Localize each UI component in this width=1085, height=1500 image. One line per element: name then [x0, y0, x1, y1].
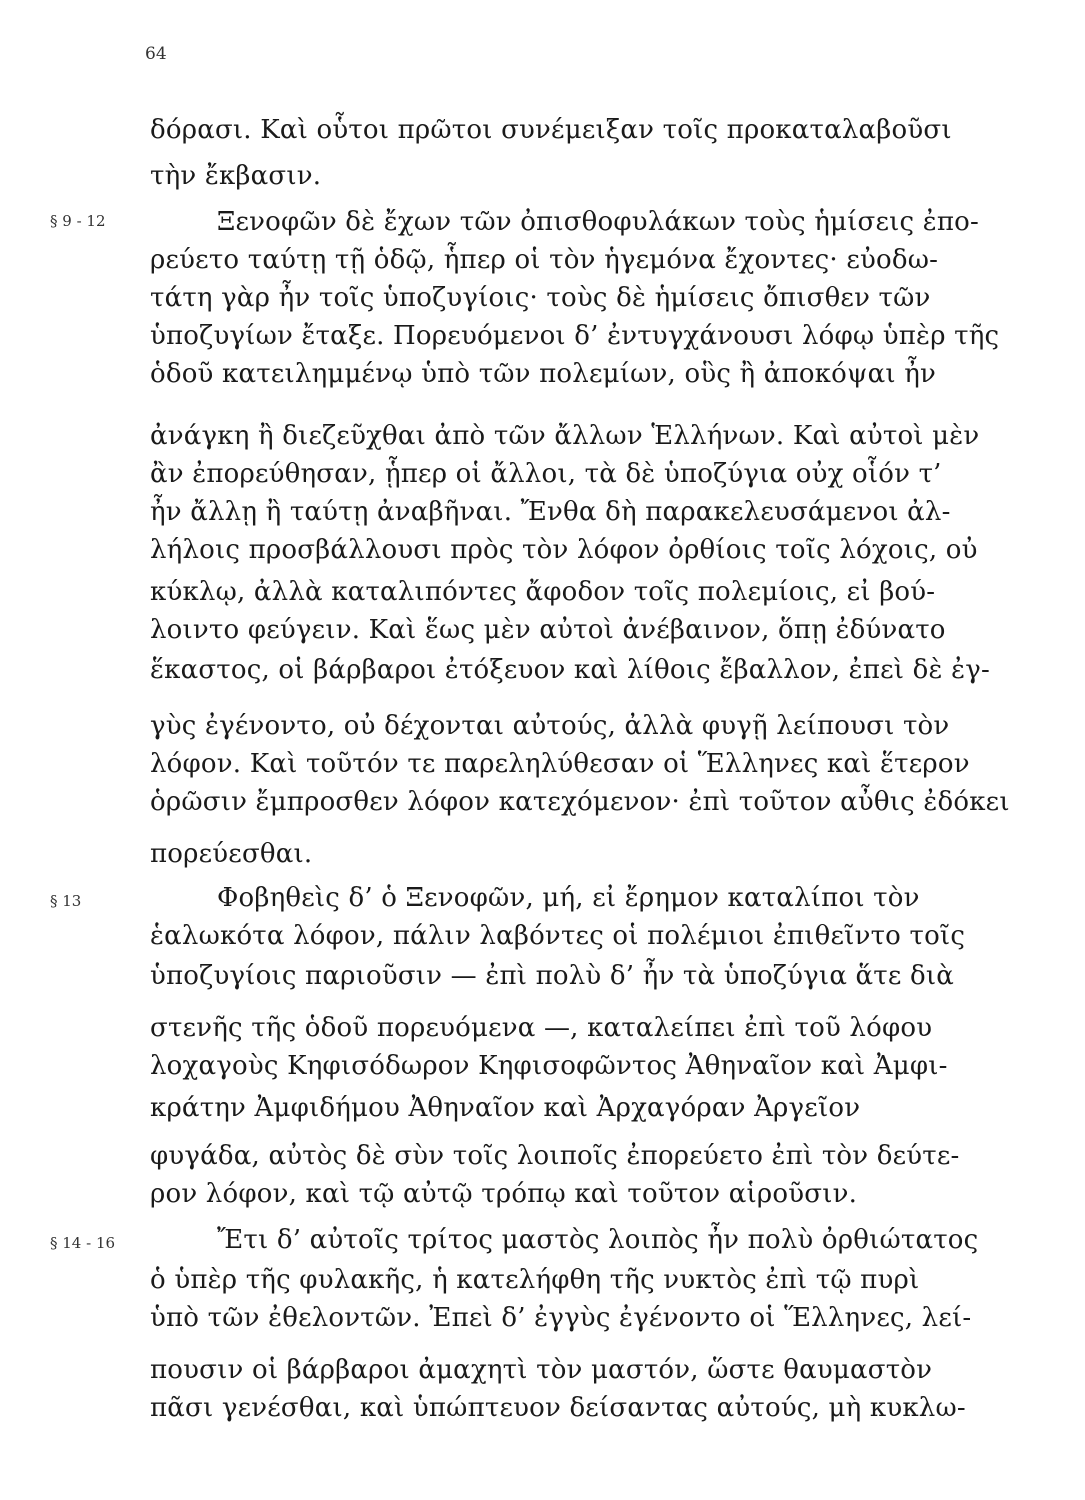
text-line: ὁ ὑπὲρ τῆς φυλακῆς, ἡ κατελήφθη τῆς νυκτὸς ἐπὶ τῷ πυρὶ — [150, 1265, 920, 1295]
text-line: λοχαγοὺς Κηφισόδωρον Κηφισοφῶντος Ἀθηναῖον καὶ Ἀμφι- — [150, 1051, 948, 1081]
text-line: δόρασι. Καὶ οὗτοι πρῶτοι συνέμειξαν τοῖς προκαταλαβοῦσι — [150, 115, 952, 145]
text-line: ἑαλωκότα λόφον, πάλιν λαβόντες οἱ πολέμιοι ἐπιθεῖντο τοῖς — [150, 921, 966, 951]
text-line: ὑποζυγίοις παριοῦσιν — ἐπὶ πολὺ δ’ ἦν τὰ ὑποζύγια ἅτε διὰ — [150, 961, 955, 991]
text-line: λόφον. Καὶ τοῦτόν τε παρεληλύθεσαν οἱ Ἕλληνες καὶ ἕτερον — [150, 749, 970, 779]
text-line: πᾶσι γενέσθαι, καὶ ὑπώπτευον δείσαντας αὐτούς, μὴ κυκλω- — [150, 1393, 966, 1423]
text-line: ἦν ἄλλῃ ἢ ταύτῃ ἀναβῆναι. Ἔνθα δὴ παρακελευσάμενοι ἀλ- — [150, 497, 951, 527]
text-line: στενῆς τῆς ὁδοῦ πορευόμενα —, καταλείπει ἐπὶ τοῦ λόφου — [150, 1013, 933, 1043]
text-line: λήλοις προσβάλλουσι πρὸς τὸν λόφον ὀρθίοις τοῖς λόχοις, οὐ — [150, 535, 978, 565]
text-line: κράτην Ἀμφιδήμου Ἀθηναῖον καὶ Ἀρχαγόραν Ἀργεῖον — [150, 1093, 861, 1123]
text-line: ὑπὸ τῶν ἐθελοντῶν. Ἐπεὶ δ’ ἐγγὺς ἐγένοντο οἱ Ἕλληνες, λεί- — [150, 1303, 972, 1333]
margin-ref-section-14-16: § 14 - 16 — [50, 1234, 116, 1252]
text-line: τάτη γὰρ ἦν τοῖς ὑποζυγίοις· τοὺς δὲ ἡμίσεις ὄπισθεν τῶν — [150, 283, 931, 313]
text-line: ρεύετο ταύτῃ τῇ ὁδῷ, ἧπερ οἱ τὸν ἡγεμόνα ἔχοντες· εὐοδω- — [150, 245, 939, 275]
text-line: λοιντο φεύγειν. Καὶ ἕως μὲν αὐτοὶ ἀνέβαινον, ὅπῃ ἐδύνατο — [150, 615, 946, 645]
text-line: φυγάδα, αὐτὸς δὲ σὺν τοῖς λοιποῖς ἐπορεύετο ἐπὶ τὸν δεύτε- — [150, 1141, 960, 1171]
text-line: τὴν ἔκβασιν. — [150, 161, 322, 191]
text-line: πουσιν οἱ βάρβαροι ἀμαχητὶ τὸν μαστόν, ὥστε θαυμαστὸν — [150, 1355, 933, 1385]
text-line: ἂν ἐπορεύθησαν, ᾗπερ οἱ ἄλλοι, τὰ δὲ ὑποζύγια οὐχ οἷόν τ’ — [150, 459, 942, 489]
text-line: ὁδοῦ κατειλημμένῳ ὑπὸ τῶν πολεμίων, οὓς ἢ ἀποκόψαι ἦν — [150, 359, 936, 389]
text-line: Ξενοφῶν δὲ ἔχων τῶν ὀπισθοφυλάκων τοὺς ἡμίσεις ἐπο- — [217, 207, 980, 237]
text-line: ρον λόφον, καὶ τῷ αὐτῷ τρόπῳ καὶ τοῦτον αἱροῦσιν. — [150, 1179, 858, 1209]
text-line: κύκλῳ, ἀλλὰ καταλιπόντες ἄφοδον τοῖς πολεμίοις, εἰ βού- — [150, 577, 936, 607]
margin-ref-section-13: § 13 — [50, 892, 82, 910]
text-line: πορεύεσθαι. — [150, 839, 313, 869]
text-line: ὑποζυγίων ἔταξε. Πορευόμενοι δ’ ἐντυγχάνουσι λόφῳ ὑπὲρ τῆς — [150, 321, 1000, 351]
text-line: ἀνάγκη ἢ διεζεῦχθαι ἀπὸ τῶν ἄλλων Ἑλλήνων. Καὶ αὐτοὶ μὲν — [150, 421, 980, 451]
text-line: Ἔτι δ’ αὐτοῖς τρίτος μαστὸς λοιπὸς ἦν πολὺ ὀρθιώτατος — [217, 1225, 979, 1255]
margin-ref-section-9-12: § 9 - 12 — [50, 212, 106, 230]
text-line: γὺς ἐγένοντο, οὐ δέχονται αὐτούς, ἀλλὰ φυγῇ λείπουσι τὸν — [150, 711, 950, 741]
page-number: 64 — [145, 44, 167, 64]
text-line: ὁρῶσιν ἔμπροσθεν λόφον κατεχόμενον· ἐπὶ τοῦτον αὖθις ἐδόκει — [150, 787, 1010, 817]
text-line: ἕκαστος, οἱ βάρβαροι ἐτόξευον καὶ λίθοις ἔβαλλον, ἐπεὶ δὲ ἐγ- — [150, 655, 990, 685]
text-line: Φοβηθεὶς δ’ ὁ Ξενοφῶν, μή, εἰ ἔρημον καταλίποι τὸν — [217, 883, 920, 913]
